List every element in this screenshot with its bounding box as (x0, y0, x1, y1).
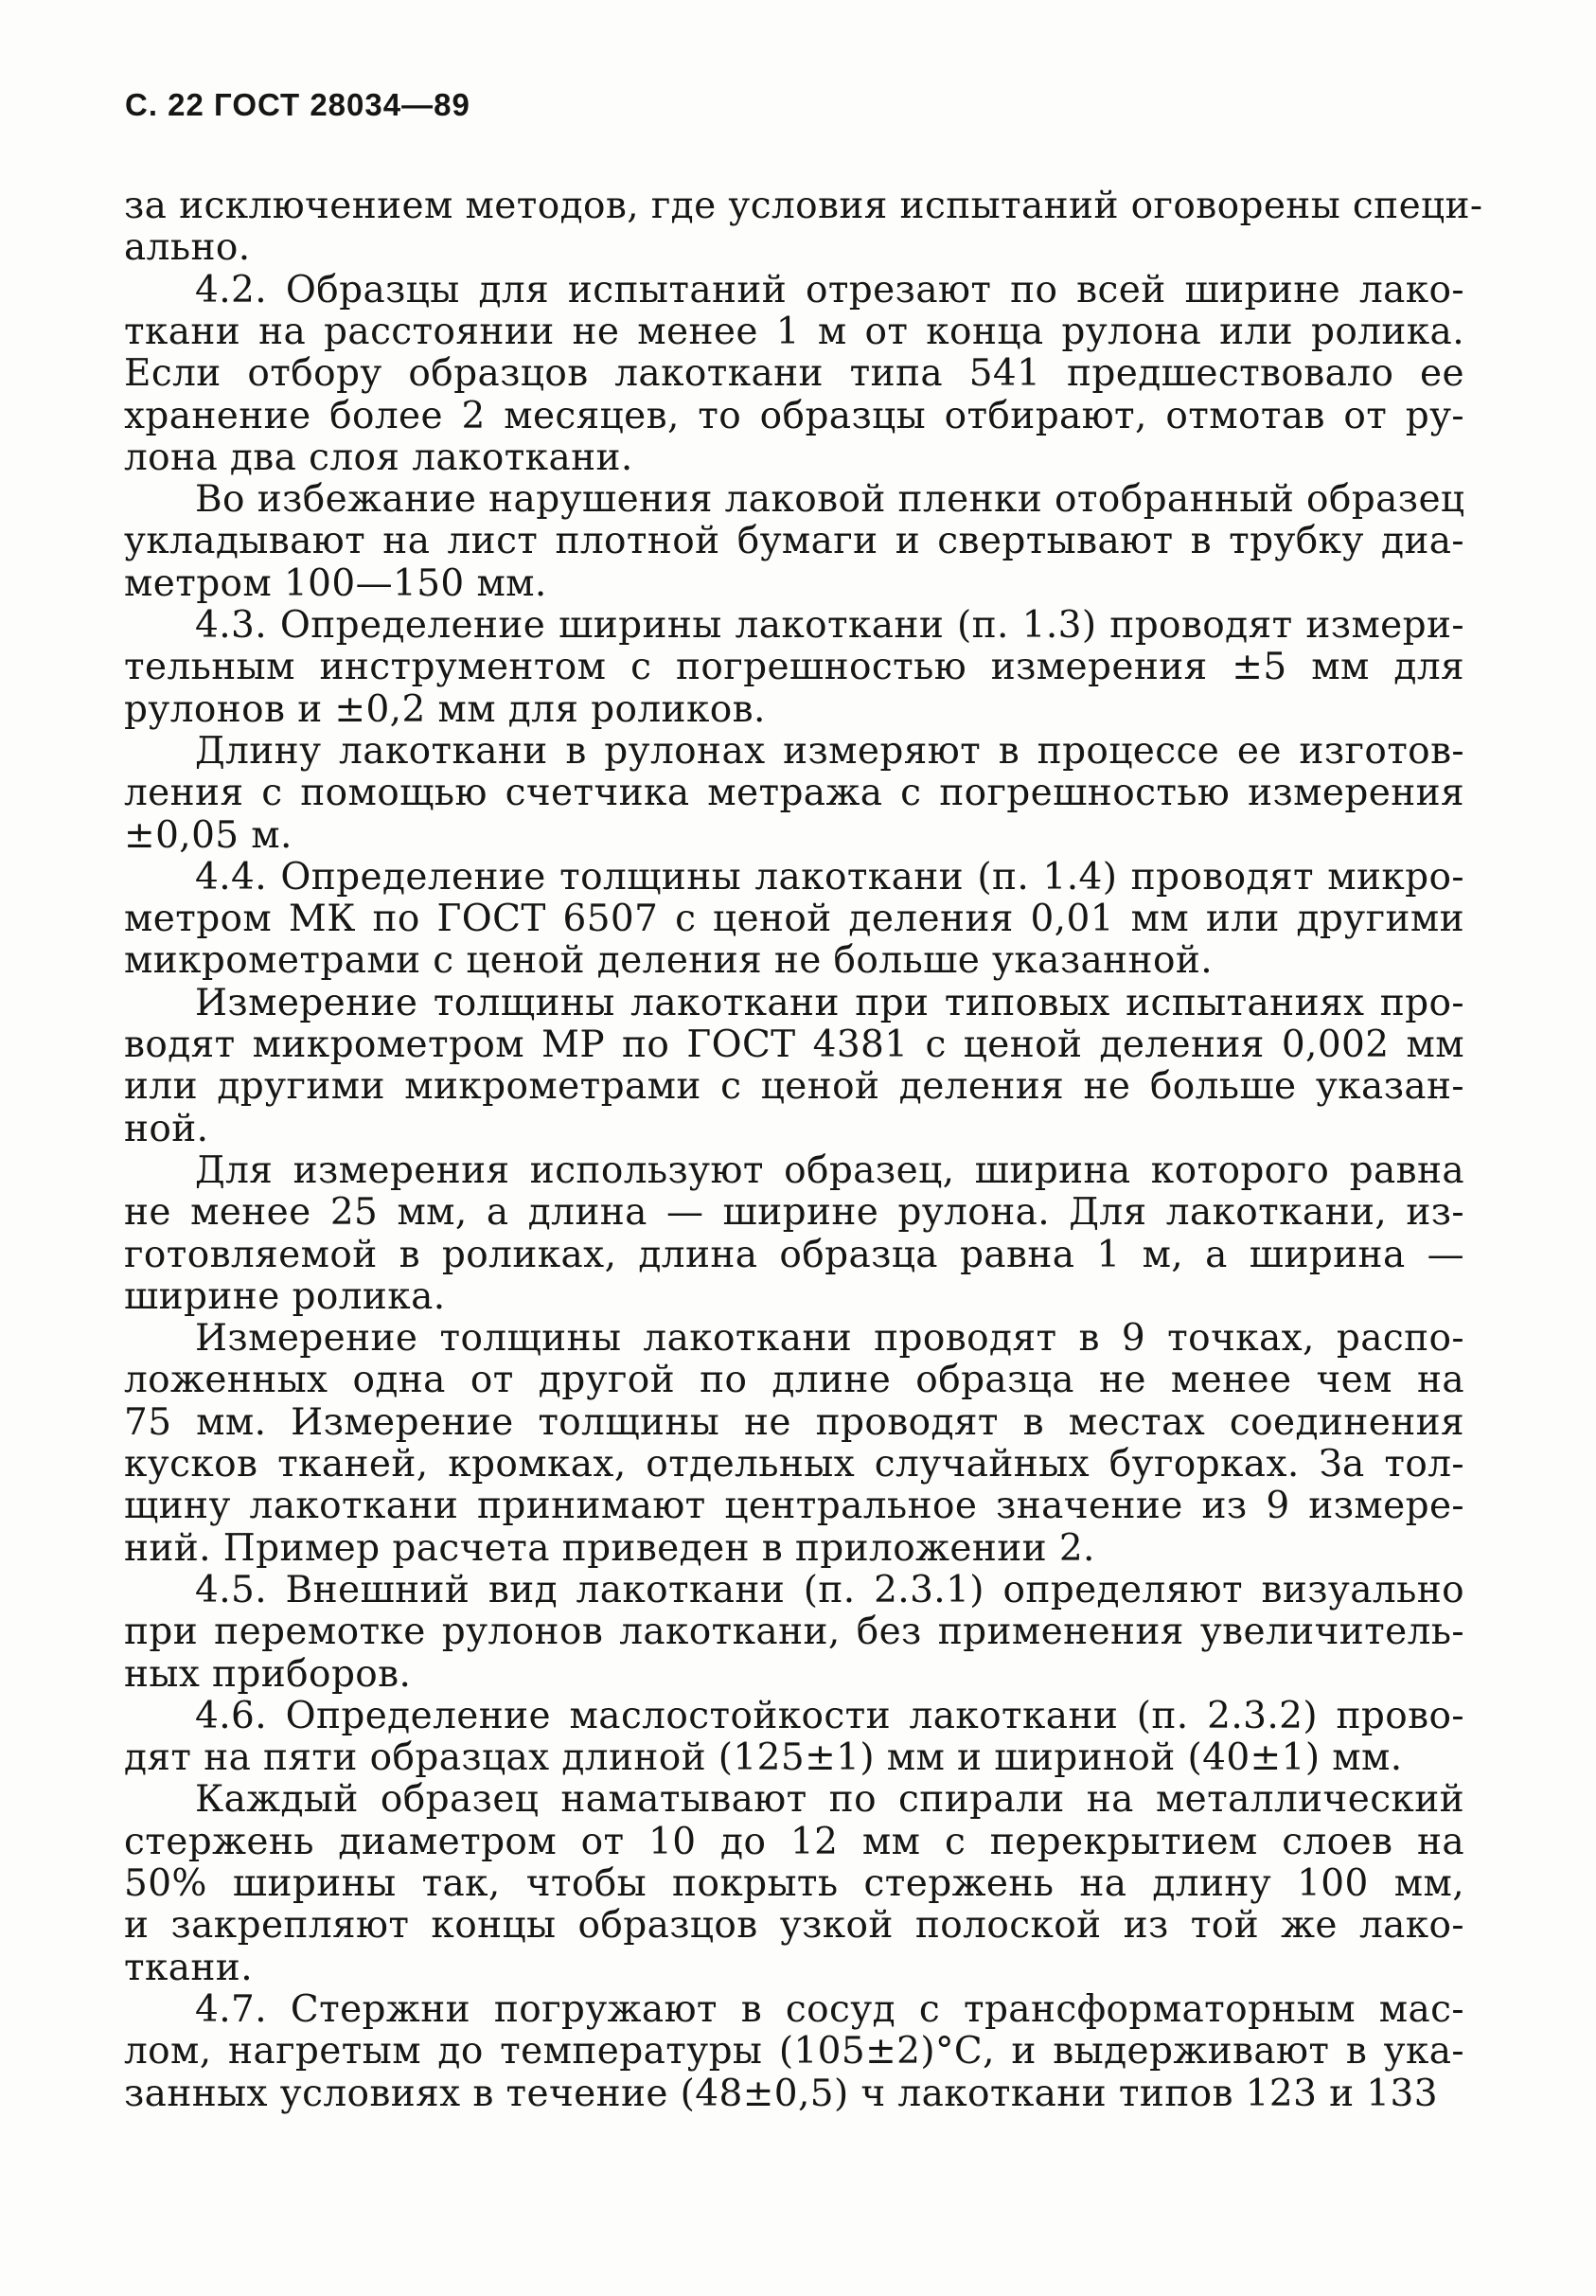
text-line: микрометрами с ценой деления не больше указанной. (124, 939, 1214, 983)
text-line: за исключением методов, где условия испытаний оговорены специ- (124, 185, 1483, 227)
text-line: ширине ролика. (124, 1274, 446, 1318)
text-line: ной. (124, 1107, 209, 1150)
text-line: и закрепляют концы образцов узкой полоской из той же лако- (124, 1904, 1464, 1948)
text-line: лом, нагретым до температуры (105±2)°С, и выдерживают в ука- (124, 2030, 1464, 2074)
text-line: рулонов и ±0,2 мм для роликов. (124, 687, 766, 731)
text-line: 4.5. Внешний вид лакоткани (п. 2.3.1) определяют визуально (195, 1568, 1464, 1611)
text-line: 4.4. Определение толщины лакоткани (п. 1.4) проводят микро- (195, 855, 1464, 899)
text-line: хранение более 2 месяцев, то образцы отбирают, отмотав от ру- (124, 394, 1464, 437)
text-line: Если отбору образцов лакоткани типа 541 предшествовало ее (124, 352, 1464, 396)
text-line: Длину лакоткани в рулонах измеряют в процессе ее изготов- (195, 729, 1464, 773)
text-line: кусков тканей, кромках, отдельных случайных бугорках. За тол- (124, 1443, 1464, 1486)
text-line: дят на пяти образцах длиной (125±1) мм и шириной (40±1) мм. (124, 1736, 1403, 1780)
text-line: занных условиях в течение (48±0,5) ч лакоткани типов 123 и 133 (124, 2072, 1438, 2115)
text-line: ткани на расстоянии не менее 1 м от конца рулона или ролика. (124, 310, 1464, 353)
text-line: ных приборов. (124, 1652, 412, 1696)
text-line: 50% ширины так, чтобы покрыть стержень на длину 100 мм, (124, 1862, 1464, 1905)
text-line: 4.3. Определение ширины лакоткани (п. 1.3) проводят измери- (195, 604, 1464, 647)
text-line: Во избежание нарушения лаковой пленки отобранный образец (195, 478, 1465, 522)
text-line: ±0,05 м. (124, 813, 293, 857)
text-line: 4.2. Образцы для испытаний отрезают по всей ширине лако- (195, 268, 1464, 311)
page-header: С. 22 ГОСТ 28034—89 (125, 87, 470, 122)
text-line: щину лакоткани принимают центральное значение из 9 измере- (124, 1485, 1464, 1528)
text-line: Измерение толщины лакоткани при типовых испытаниях про- (195, 981, 1464, 1024)
text-line: 4.6. Определение маслостойкости лакоткани (п. 2.3.2) прово- (195, 1694, 1464, 1737)
text-line: готовляемой в роликах, длина образца равна 1 м, а ширина — (124, 1233, 1464, 1276)
text-line: стержень диаметром от 10 до 12 мм с перекрытием слоев на (124, 1820, 1464, 1863)
text-line: Каждый образец наматывают по спирали на металлический (195, 1778, 1464, 1822)
text-line: тельным инструментом с погрешностью измерения ±5 мм для (124, 646, 1464, 689)
text-line: или другими микрометрами с ценой деления не больше указан- (124, 1065, 1464, 1109)
text-line: не менее 25 мм, а длина — ширине рулона. Для лакоткани, из- (124, 1191, 1464, 1235)
text-line: метром 100—150 мм. (124, 561, 547, 605)
text-line: метром МК по ГОСТ 6507 с ценой деления 0,01 мм или другими (124, 898, 1464, 941)
text-line: ний. Пример расчета приведен в приложении 2. (124, 1526, 1095, 1570)
text-line: Измерение толщины лакоткани проводят в 9 точках, распо- (195, 1317, 1464, 1361)
text-line: Для измерения используют образец, ширина которого равна (195, 1148, 1464, 1192)
text-line: при перемотке рулонов лакоткани, без применения увеличитель- (124, 1611, 1464, 1654)
text-line: лона два слоя лакоткани. (124, 436, 633, 479)
text-line: ления с помощью счетчика метража с погрешностью измерения (124, 772, 1464, 815)
text-line: ткани. (124, 1946, 253, 1989)
text-line: ложенных одна от другой по длине образца не менее чем на (124, 1359, 1464, 1402)
text-line: водят микрометром МР по ГОСТ 4381 с ценой деления 0,002 мм (124, 1023, 1464, 1066)
text-line: 75 мм. Измерение толщины не проводят в местах соединения (124, 1400, 1464, 1444)
text-line: 4.7. Стержни погружают в сосуд с трансформаторным мас- (195, 1987, 1464, 2031)
text-line: укладывают на лист плотной бумаги и свертывают в трубку диа- (124, 520, 1464, 563)
text-line: ально. (124, 226, 251, 270)
